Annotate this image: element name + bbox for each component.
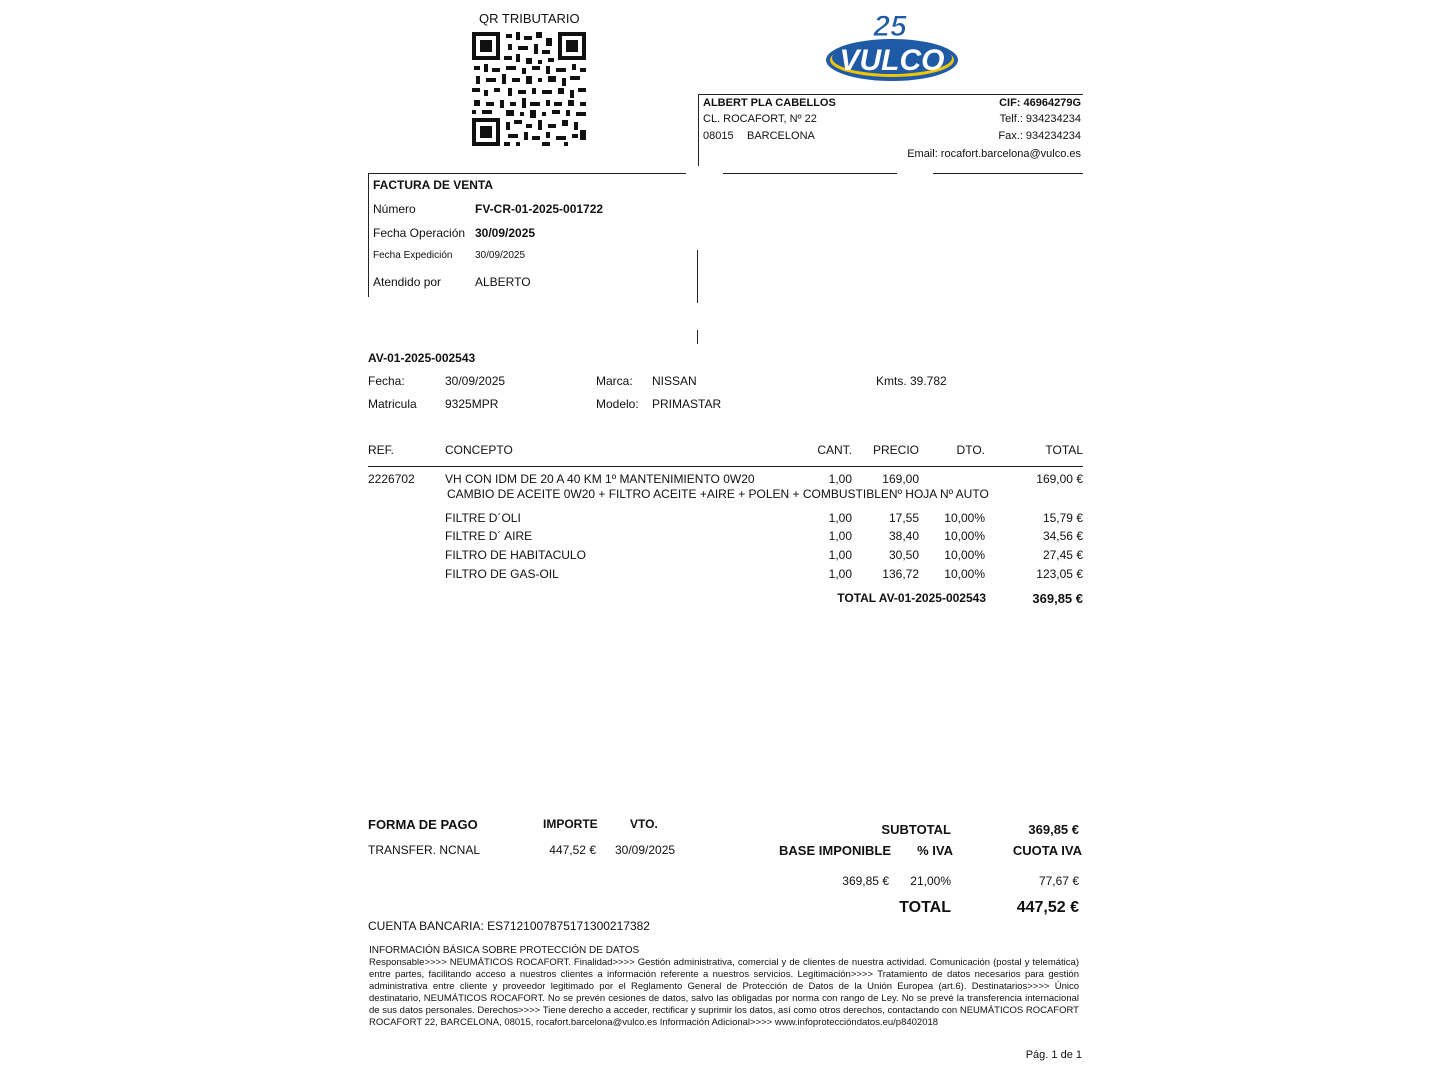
modelo-label: Modelo: — [596, 397, 639, 411]
invoice-heading: FACTURA DE VENTA — [373, 178, 493, 192]
fecha-operacion-label: Fecha Operación — [373, 226, 466, 240]
company-box-top-border — [698, 94, 1083, 95]
col-header-cant: CANT. — [817, 443, 852, 457]
vto-label: VTO. — [630, 817, 658, 831]
divider-line — [933, 173, 1083, 174]
company-cif: CIF: 46964279G — [999, 97, 1081, 109]
row-concepto: FILTRO DE GAS-OIL — [445, 567, 559, 581]
albaran-code: AV-01-2025-002543 — [368, 351, 476, 365]
vulco-logo — [824, 8, 960, 84]
company-email: Email: rocafort.barcelona@vulco.es — [907, 148, 1081, 160]
fecha-expedicion: 30/09/2025 — [475, 250, 526, 261]
fecha-label: Fecha: — [368, 374, 405, 388]
invoice-number: FV-CR-01-2025-001722 — [475, 202, 604, 216]
page-number: Pág. 1 de 1 — [1025, 1049, 1082, 1061]
fecha-expedicion-label: Fecha Expedición — [373, 250, 453, 261]
cuota-iva-label: CUOTA IVA — [1012, 843, 1082, 858]
atendido-value: ALBERTO — [475, 275, 531, 289]
company-name: ALBERT PLA CABELLOS — [703, 97, 836, 109]
company-fax: Fax.: 934234234 — [998, 130, 1081, 142]
base-imponible-label: BASE IMPONIBLE — [779, 843, 891, 858]
col-header-total: TOTAL — [1045, 443, 1083, 457]
total-value: 447,52 € — [1016, 899, 1079, 916]
divider-line — [723, 173, 897, 174]
invoice-box-right-border — [697, 250, 698, 303]
importe-value: 447,52 € — [549, 843, 596, 857]
fecha-value: 30/09/2025 — [445, 374, 506, 388]
company-postal: 08015 — [703, 130, 734, 142]
company-city: BARCELONA — [747, 130, 815, 142]
atendido-label: Atendido por — [373, 275, 442, 289]
iva-label: % IVA — [917, 843, 953, 858]
row-concepto: VH CON IDM DE 20 A 40 KM 1º MANTENIMIENTO 0W20 — [445, 472, 755, 486]
marca-value: NISSAN — [652, 374, 697, 388]
row-total: 169,00 € — [1036, 472, 1083, 486]
row-precio: 30,50 — [888, 548, 919, 562]
cuota-iva-value: 77,67 € — [1038, 874, 1079, 888]
row-cant: 1,00 — [828, 567, 852, 581]
iva-value: 21,00% — [910, 874, 951, 888]
company-box-left-border — [698, 94, 699, 166]
row-total: 15,79 € — [1042, 511, 1083, 525]
row-dto: 10,00% — [944, 548, 985, 562]
total-label: TOTAL — [899, 899, 951, 916]
marca-label: Marca: — [596, 374, 633, 388]
table-header-rule — [368, 466, 1083, 467]
row-total: 27,45 € — [1042, 548, 1083, 562]
modelo-value: PRIMASTAR — [652, 397, 722, 411]
logo-number: 25 — [873, 10, 907, 43]
row-cant: 1,00 — [828, 548, 852, 562]
albaran-total-label: TOTAL AV-01-2025-002543 — [837, 591, 986, 605]
forma-pago-label: FORMA DE PAGO — [368, 817, 478, 832]
invoice-box-top-border — [368, 173, 686, 174]
row-dto: 10,00% — [944, 567, 985, 581]
company-street: CL. ROCAFORT, Nº 22 — [703, 113, 817, 125]
row-concepto: FILTRE D´ AIRE — [445, 529, 533, 543]
fecha-operacion: 30/09/2025 — [475, 226, 536, 240]
row-total: 34,56 € — [1042, 529, 1083, 543]
logo-brand: VULCO — [839, 44, 945, 77]
matricula-value: 9325MPR — [445, 397, 499, 411]
row-total: 123,05 € — [1036, 567, 1083, 581]
subtotal-value: 369,85 € — [1028, 822, 1079, 837]
row-precio: 136,72 — [882, 567, 919, 581]
numero-label: Número — [373, 202, 416, 216]
col-header-ref: REF. — [368, 443, 395, 457]
row-ref: 2226702 — [368, 472, 415, 486]
row-detail: CAMBIO DE ACEITE 0W20 + FILTRO ACEITE +AIRE + POLEN + COMBUSTIBLENº HOJA Nº AUTO — [447, 487, 989, 501]
col-header-concepto: CONCEPTO — [445, 443, 513, 457]
invoice-box-left-border — [368, 173, 369, 297]
legal-text: Responsable>>>> NEUMÁTICOS ROCAFORT. Finalidad>>>> Gestión administrativa, comercial y de clientes de nuestra actividad. Comunicación (postal y telemática) entre partes, facilitando acceso a nuestros clientes a información referente a nuestros servicios. Legitimación>>>> Tratamiento de datos necesarios para gestión administrativa entre cliente y proveedor legitimado por el Reglamento General de Protección de Datos de la Unión Europea (art.6). Destinatarios>>>> Único destinatario, NEUMÁTICOS ROCAFORT. No se prevén cesiones de datos, salvo las obligadas por norma con rango de Ley. No se prevé la transferencia internacional de sus datos personales. Derechos>>>> Tiene derecho a acceder, rectificar y suprimir los datos, así como otros derechos, contactando con NEUMÁTICOS ROCAFORT ROCAFORT 22, BARCELONA, 08015, rocafort.barcelona@vulco.es Información Adicional>>>> www.infoproteccióndatos.eu/p8402018 — [369, 957, 1079, 1028]
col-header-precio: PRECIO — [872, 443, 919, 457]
company-phone: Telf.: 934234234 — [999, 113, 1081, 125]
row-dto: 10,00% — [944, 511, 985, 525]
importe-label: IMPORTE — [543, 817, 598, 831]
subtotal-label: SUBTOTAL — [881, 822, 951, 837]
row-cant: 1,00 — [828, 529, 852, 543]
row-cant: 1,00 — [828, 511, 852, 525]
row-concepto: FILTRO DE HABITACULO — [445, 548, 586, 562]
albaran-total-value: 369,85 € — [1032, 591, 1083, 606]
row-precio: 38,40 — [888, 529, 919, 543]
col-header-dto: DTO. — [956, 443, 985, 457]
row-precio: 17,55 — [888, 511, 919, 525]
separator-mark — [697, 330, 698, 344]
matricula-label: Matricula — [368, 397, 417, 411]
qr-code — [472, 32, 586, 146]
forma-pago-value: TRANSFER. NCNAL — [368, 843, 481, 857]
bank-account: CUENTA BANCARIA: ES7121007875171300217382 — [368, 919, 650, 933]
vto-value: 30/09/2025 — [615, 843, 676, 857]
legal-heading: INFORMACIÓN BÁSICA SOBRE PROTECCIÓN DE DATOS — [369, 945, 640, 956]
row-cant: 1,00 — [828, 472, 852, 486]
row-concepto: FILTRE D´OLI — [445, 511, 521, 525]
row-precio: 169,00 — [882, 472, 919, 486]
kms-value: Kmts. 39.782 — [876, 374, 947, 388]
row-dto: 10,00% — [944, 529, 985, 543]
base-imponible-value: 369,85 € — [842, 874, 889, 888]
qr-title: QR TRIBUTARIO — [479, 11, 580, 26]
